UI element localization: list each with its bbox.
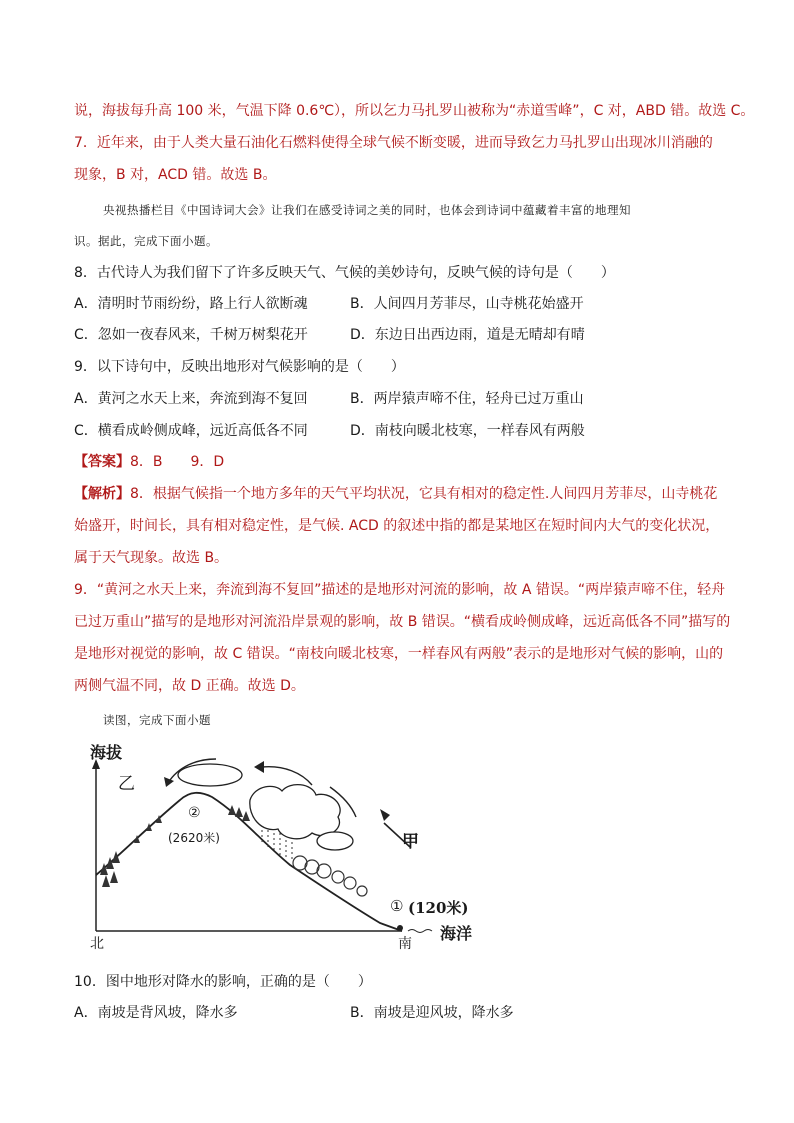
south-label: 南 [398,936,412,952]
mountain-profile [96,793,402,931]
text-line: 说，海拔每升高 100 米，气温下降 0.6℃），所以乞力马扎罗山被称为“赤道雪峰”，C 对，ABD 错。故选 C。 [74,103,755,119]
analysis-line: 是地形对视觉的影响，故 C 错误。“南枝向暖北枝寒，一样春风有两般”表示的是地形对气候的影响，山的 [74,646,724,662]
south-slope-shrubs [293,856,367,896]
figure-intro: 读图，完成下面小题 [103,713,211,727]
base-marker: ① [390,897,404,915]
analysis-line [74,486,717,502]
analysis-text: 8．根据气候指一个地方多年的天气平均状况，它具有相对的稳定性.人间四月芳菲尽，山寺桃花 [130,486,718,502]
terrain-diagram [90,745,490,955]
q9-option-a: A．黄河之水天上来，奔流到海不复回 [74,391,308,407]
base-point [397,925,403,931]
q10-option-b: B．南坡是迎风坡，降水多 [350,1005,514,1021]
analysis-tag: 【解析】 [74,486,130,502]
answer-text: 8．B 9．D [130,454,225,470]
q10-option-a: A．南坡是背风坡，降水多 [74,1005,238,1021]
analysis-line: 属于天气现象。故选 B。 [74,550,229,566]
q8-option-b: B．人间四月芳菲尽，山寺桃花始盛开 [350,296,584,312]
q9-option-c: C．横看成岭侧成峰，远近高低各不同 [74,423,308,439]
north-slope-trees [100,815,162,887]
peak-elevation: (2620米) [168,831,220,845]
q8-option-a: A．清明时节雨纷纷，路上行人欲断魂 [74,296,308,312]
ocean-label: 海洋 [440,924,473,943]
analysis-line: 两侧气温不同，故 D 正确。故选 D。 [74,678,305,694]
q8-option-d: D．东边日出西边雨，道是无晴却有晴 [350,327,585,343]
analysis-line: 9．“黄河之水天上来，奔流到海不复回”描述的是地形对河流的影响，故 A 错误。“两岸猿声啼不住，轻舟 [74,582,726,598]
q9-option-d: D．南枝向暖北枝寒，一样春风有两般 [350,423,585,439]
question-stem-8: 8．古代诗人为我们留下了许多反映天气、气候的美妙诗句，反映气候的诗句是（ ） [74,265,615,281]
analysis-line: 已过万重山”描写的是地形对河流沿岸景观的影响，故 B 错误。“横看成岭侧成峰，远近高低各不同”描写的 [74,614,731,630]
question-stem-9: 9．以下诗句中，反映出地形对气候影响的是（ ） [74,359,405,375]
q9-option-b: B．两岸猿声啼不住，轻舟已过万重山 [350,391,584,407]
y-axis-label: 海拔 [90,743,123,762]
question-stem-10: 10．图中地形对降水的影响，正确的是（ ） [74,974,372,990]
peak-marker: ② [188,805,201,821]
answer-tag: 【答案】 [74,454,130,470]
base-elevation: (120米) [408,899,469,917]
intro-text: 识。据此，完成下面小题。 [74,234,218,248]
q8-option-c: C．忽如一夜春风来，千树万树梨花开 [74,327,308,343]
text-line: 现象，B 对，ACD 错。故选 B。 [74,167,277,183]
terrain-svg [90,745,490,955]
label-jia: 甲 [402,832,419,852]
answer-line [74,454,224,470]
north-label: 北 [90,936,104,952]
label-yi: 乙 [118,774,135,794]
intro-text: 央视热播栏目《中国诗词大会》让我们在感受诗词之美的同时，也体会到诗词中蕴藏着丰富的地理知 [103,203,631,217]
analysis-line: 始盛开，时间长，具有相对稳定性，是气候. ACD 的叙述中指的都是某地区在短时间内大气的变化状况， [74,518,720,534]
text-line: 7．近年来，由于人类大量石油化石燃料使得全球气候不断变暖，进而导致乞力马扎罗山出现冰川消融的 [74,135,713,151]
